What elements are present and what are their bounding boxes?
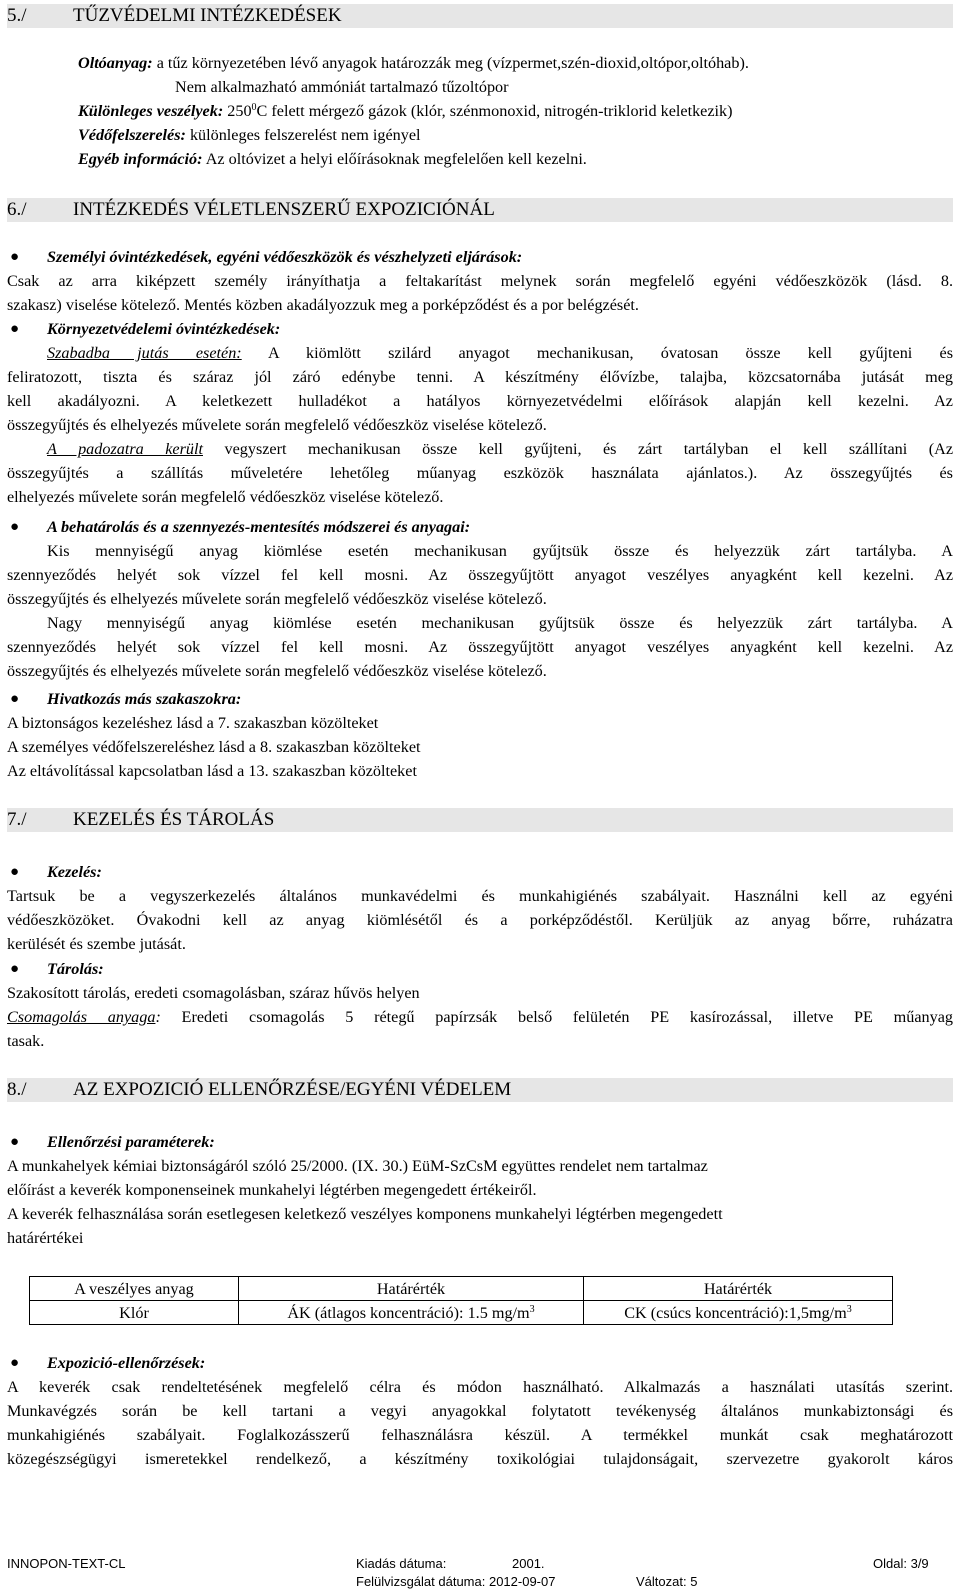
bullet-containment-methods: ● A behatárolás és a szennyezés-mentesítés módszerei és anyagai: Kis mennyiségű anyag kiömlése esetén mechanikusan gyűjtsük össze és helyezzük zárt tartályba. A szennyeződés helyét sok vízzel fel kell mosni. Az összegyűjtött anyagot veszélyes anyagként kell kezelni. Az összegyűjtés és elhelyezés művelete során megfelelő védőeszköz viselése kötelező. Nagy mennyiségű anyag kiömlése esetén mechanikusan gyűjtsük össze és helyezzük zárt tartályba. A szennyeződés helyét sok vízzel fel kell mosni. Az összegyűjtött anyagot veszélyes anyagként kell kezelni. Az összegyűjtés és elhelyezés művelete során megfelelő védőeszköz viselése kötelező. — [7, 515, 953, 683]
table-header-row — [30, 1277, 893, 1301]
footer-issue-value: 2001. — [512, 1556, 545, 1571]
section-title: INTÉZKEDÉS VÉLETLENSZERŰ EXPOZICIÓNÁL — [73, 199, 495, 220]
special-hazards-line: Különleges veszélyek: $250^0C$ felett mérgező gázok (klór, szénmonoxid, nitrogén-triklorid keletkezik) — [78, 102, 733, 120]
bullet-icon: ● — [10, 321, 20, 337]
section-7-heading — [7, 808, 953, 832]
section-title: AZ EXPOZICIÓ ELLENŐRZÉSE/EGYÉNI VÉDELEM — [73, 1079, 512, 1100]
limit-values-table — [29, 1276, 893, 1325]
table-header-cell: Határérték — [239, 1277, 584, 1301]
footer-issue-label: Kiadás dátuma: — [356, 1556, 447, 1571]
bullet-icon: ● — [10, 1134, 20, 1150]
bullet-storage: ● Tárolás: Szakosított tárolás, eredeti csomagolásban, száraz hűvös helyen Csomagolás anyaga: Eredeti csomagolás 5 rétegű papírzsák belső felületén PE kasírozással, illetve PE műanyag tasak. — [7, 957, 953, 1053]
table-header-cell: Határérték — [584, 1277, 893, 1301]
extinguisher-note: Nem alkalmazható ammóniát tartalmazó tűzoltópor — [175, 78, 509, 96]
footer-review: Felülvizsgálat dátuma: 2012-09-07 — [356, 1574, 556, 1589]
table-row — [30, 1301, 893, 1325]
footer-version: Változat: 5 — [636, 1574, 698, 1589]
extinguisher-line: Oltóanyag: a tűz környezetében lévő anyagok határozzák meg (vízpermet,szén-dioxid,oltópor,oltóhab). — [78, 54, 749, 72]
section-number: 7./ — [7, 809, 27, 830]
bullet-personal-precautions: ● Személyi óvintézkedések, egyéni védőeszközök és vészhelyzeti eljárások: Csak az arra kiképzett személy irányíthatja a feltakarítást melynek során megfelelő egyéni védőeszközök (lásd. 8. szakasz) viselése kötelező. Mentés közben akadályozzuk meg a porképződést és a por belégzését. — [7, 245, 953, 317]
section-title: KEZELÉS ÉS TÁROLÁS — [73, 809, 275, 830]
section-number: 5./ — [7, 5, 27, 26]
section-8-heading — [7, 1078, 953, 1102]
bullet-control-parameters: ● Ellenőrzési paraméterek: A munkahelyek kémiai biztonságáról szóló 25/2000. (IX. 30.) EüM-SzCsM együttes rendelet nem tartalmaz előírást a keverék komponenseinek munkahelyi légtérben megengedett értékeiről. A keverék felhasználása során esetlegesen keletkező veszélyes komponens munkahelyi légtérben megengedett határértékei — [7, 1130, 953, 1250]
table-cell-stel: CK (csúcs $koncentráció):1,5mg/m^3$ — [584, 1301, 893, 1325]
table-header-cell: A veszélyes anyag — [30, 1277, 239, 1301]
footer-product: INNOPON-TEXT-CL — [7, 1556, 126, 1571]
table-cell-twa: ÁK (átlagos koncentráció): 1.5 $mg/m^3$ — [239, 1301, 584, 1325]
bullet-icon: ● — [10, 1355, 20, 1371]
table-cell-substance: Klór — [30, 1301, 239, 1325]
section-5-heading — [7, 4, 953, 28]
bullet-handling: ● Kezelés: Tartsuk be a vegyszerkezelés általános munkavédelmi és munkahigiénés szabályait. Használni kell az egyéni védőeszközöket. Óvakodni kell az anyag kiömlésétől és a porképződéstől. Kerüljük az anyag bőrre, ruházatra kerülését és szembe jutását. — [7, 860, 953, 956]
section-number: 8./ — [7, 1079, 27, 1100]
bullet-exposure-controls: ● Expozició-ellenőrzések: A keverék csak rendeltetésének megfelelő célra és módon használható. Alkalmazás a használati utasítás szerint. Munkavégzés során be kell tartani a vegyi anyagokkal folytatott tevékenység általános munkabiztonsági és munkahigiénés szabályait. Foglalkozásszerű felhasználásra készül. A termékkel munkát csak meghatározott közegészségügyi ismeretekkel rendelkező, a készítmény toxikológiai tulajdonságait, szervezetre gyakorolt káros — [7, 1351, 953, 1471]
section-number: 6./ — [7, 199, 27, 220]
bullet-icon: ● — [10, 249, 20, 265]
footer-page: Oldal: 3/9 — [873, 1556, 929, 1571]
bullet-icon: ● — [10, 864, 20, 880]
fire-measures-block — [78, 51, 953, 171]
protective-equipment-line: Védőfelszerelés: különleges felszerelést nem igényel — [78, 126, 421, 144]
bullet-icon: ● — [10, 961, 20, 977]
bullet-icon: ● — [10, 519, 20, 535]
section-title: TŰZVÉDELMI INTÉZKEDÉSEK — [73, 5, 342, 26]
bullet-icon: ● — [10, 691, 20, 707]
bullet-environmental-precautions: ● Környezetvédelemi óvintézkedések: Szabadba jutás esetén: A kiömlött szilárd anyagot mechanikusan, óvatosan össze kell gyűjteni és feliratozott, tiszta és száraz jól záró edénybe tenni. A készítmény élővízbe, talajba, közcsatornába jutását meg kell akadályozni. A keletkezett hulladékot a hatályos környezetvédelmi előírások alapján kell kezelni. Az összegyűjtés és elhelyezés művelete során megfelelő védőeszköz viselése kötelező. A padozatra került vegyszert mechanikusan össze kell gyűjteni, és zárt tartályban el kell szállítani (Az összegyűjtés a szállítás műveletére lehetőleg műanyag eszközök használata ajánlatos.). Az összegyűjtés és elhelyezés művelete során megfelelő védőeszköz viselése kötelező. — [7, 317, 953, 509]
section-6-heading — [7, 198, 953, 222]
other-info-line: Egyéb információ: Az oltóvizet a helyi előírásoknak megfelelően kell kezelni. — [78, 150, 587, 168]
bullet-section-references: ● Hivatkozás más szakaszokra: A biztonságos kezeléshez lásd a 7. szakaszban közölteket A személyes védőfelszereléshez lásd a 8. szakaszban közölteket Az eltávolítással kapcsolatban lásd a 13. szakaszban közölteket — [7, 687, 953, 783]
